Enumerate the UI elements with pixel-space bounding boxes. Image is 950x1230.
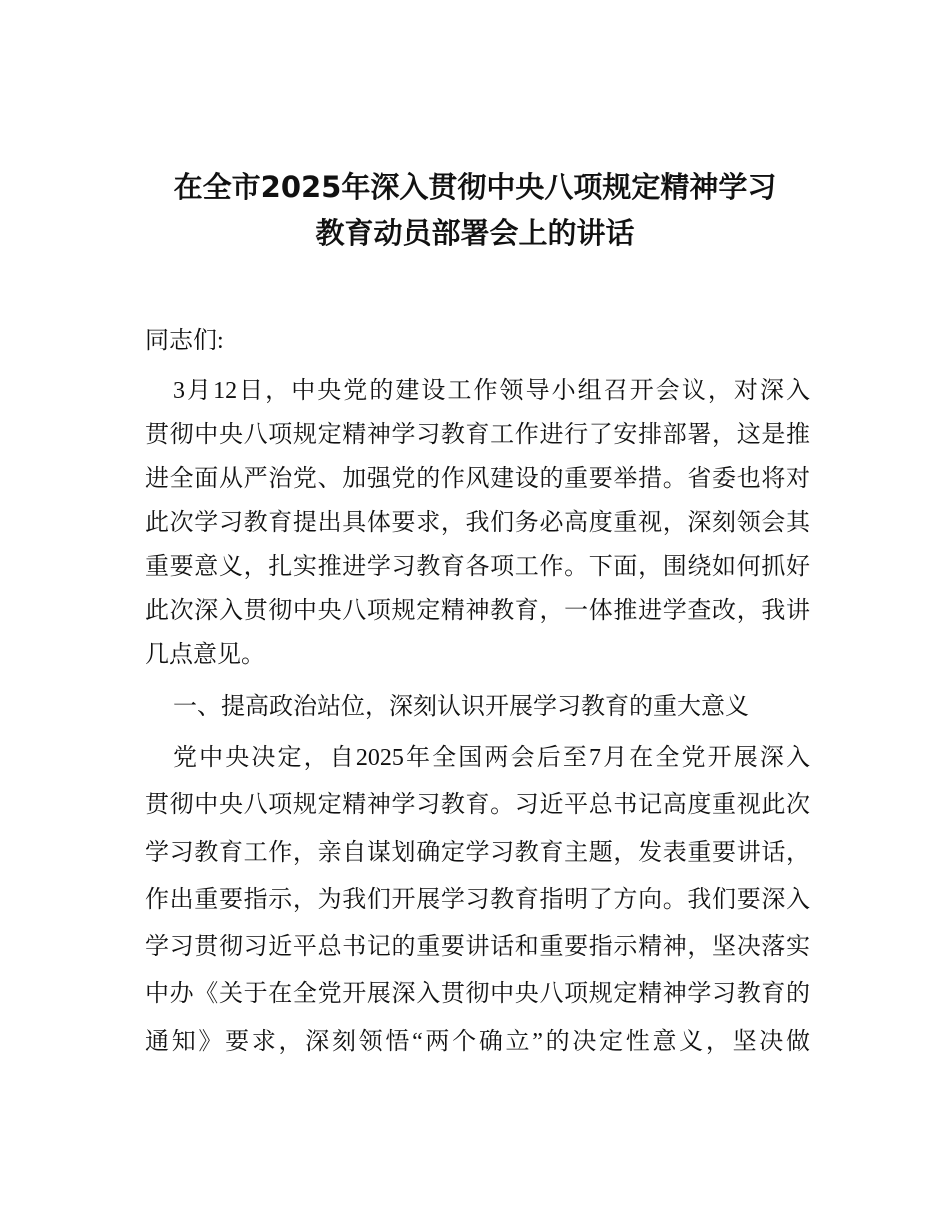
paragraph-line: 贯彻中央八项规定精神学习教育工作进行了安排部署，这是推: [145, 422, 810, 448]
greeting-text: 同志们:: [145, 328, 224, 354]
paragraph-line: 党中央决定，自2025年全国两会后至7月在全党开展深入: [173, 745, 810, 771]
section-heading-text: 一、提高政治站位，深刻认识开展学习教育的重大意义: [173, 694, 749, 720]
paragraph-line: 作出重要指示，为我们开展学习教育指明了方向。我们要深入: [145, 886, 810, 913]
paragraph-line: 贯彻中央八项规定精神学习教育。习近平总书记高度重视此次: [145, 792, 810, 819]
paragraph-line: 此次深入贯彻中央八项规定精神教育，一体推进学查改，我讲: [145, 598, 810, 624]
section-heading: [145, 684, 810, 730]
paragraph-line: 学习贯彻习近平总书记的重要讲话和重要指示精神，坚决落实: [145, 934, 810, 961]
paragraph-section1: [145, 735, 810, 1066]
title-line: 在全市2025年深入贯彻中央八项规定精神学习: [173, 170, 777, 204]
paragraph-line: 此次学习教育提出具体要求，我们务必高度重视，深刻领会其: [145, 510, 810, 536]
paragraph-line: 几点意见。: [145, 642, 265, 668]
paragraph-line: 学习教育工作，亲自谋划确定学习教育主题，发表重要讲话，: [145, 839, 810, 866]
paragraph-line: 进全面从严治党、加强党的作风建设的重要举措。省委也将对: [145, 466, 810, 492]
greeting: [145, 318, 810, 364]
paragraph-line: 重要意义，扎实推进学习教育各项工作。下面，围绕如何抓好: [145, 554, 810, 580]
paragraph-intro: [145, 369, 810, 677]
document-title: [140, 164, 810, 256]
title-line: 教育动员部署会上的讲话: [315, 216, 635, 250]
paragraph-line: 中办《关于在全党开展深入贯彻中央八项规定精神学习教育的: [145, 981, 810, 1008]
paragraph-line: 通知》要求，深刻领悟“两个确立”的决定性意义，坚决做: [145, 1028, 810, 1055]
paragraph-line: 3月12日，中央党的建设工作领导小组召开会议，对深入: [173, 378, 810, 404]
